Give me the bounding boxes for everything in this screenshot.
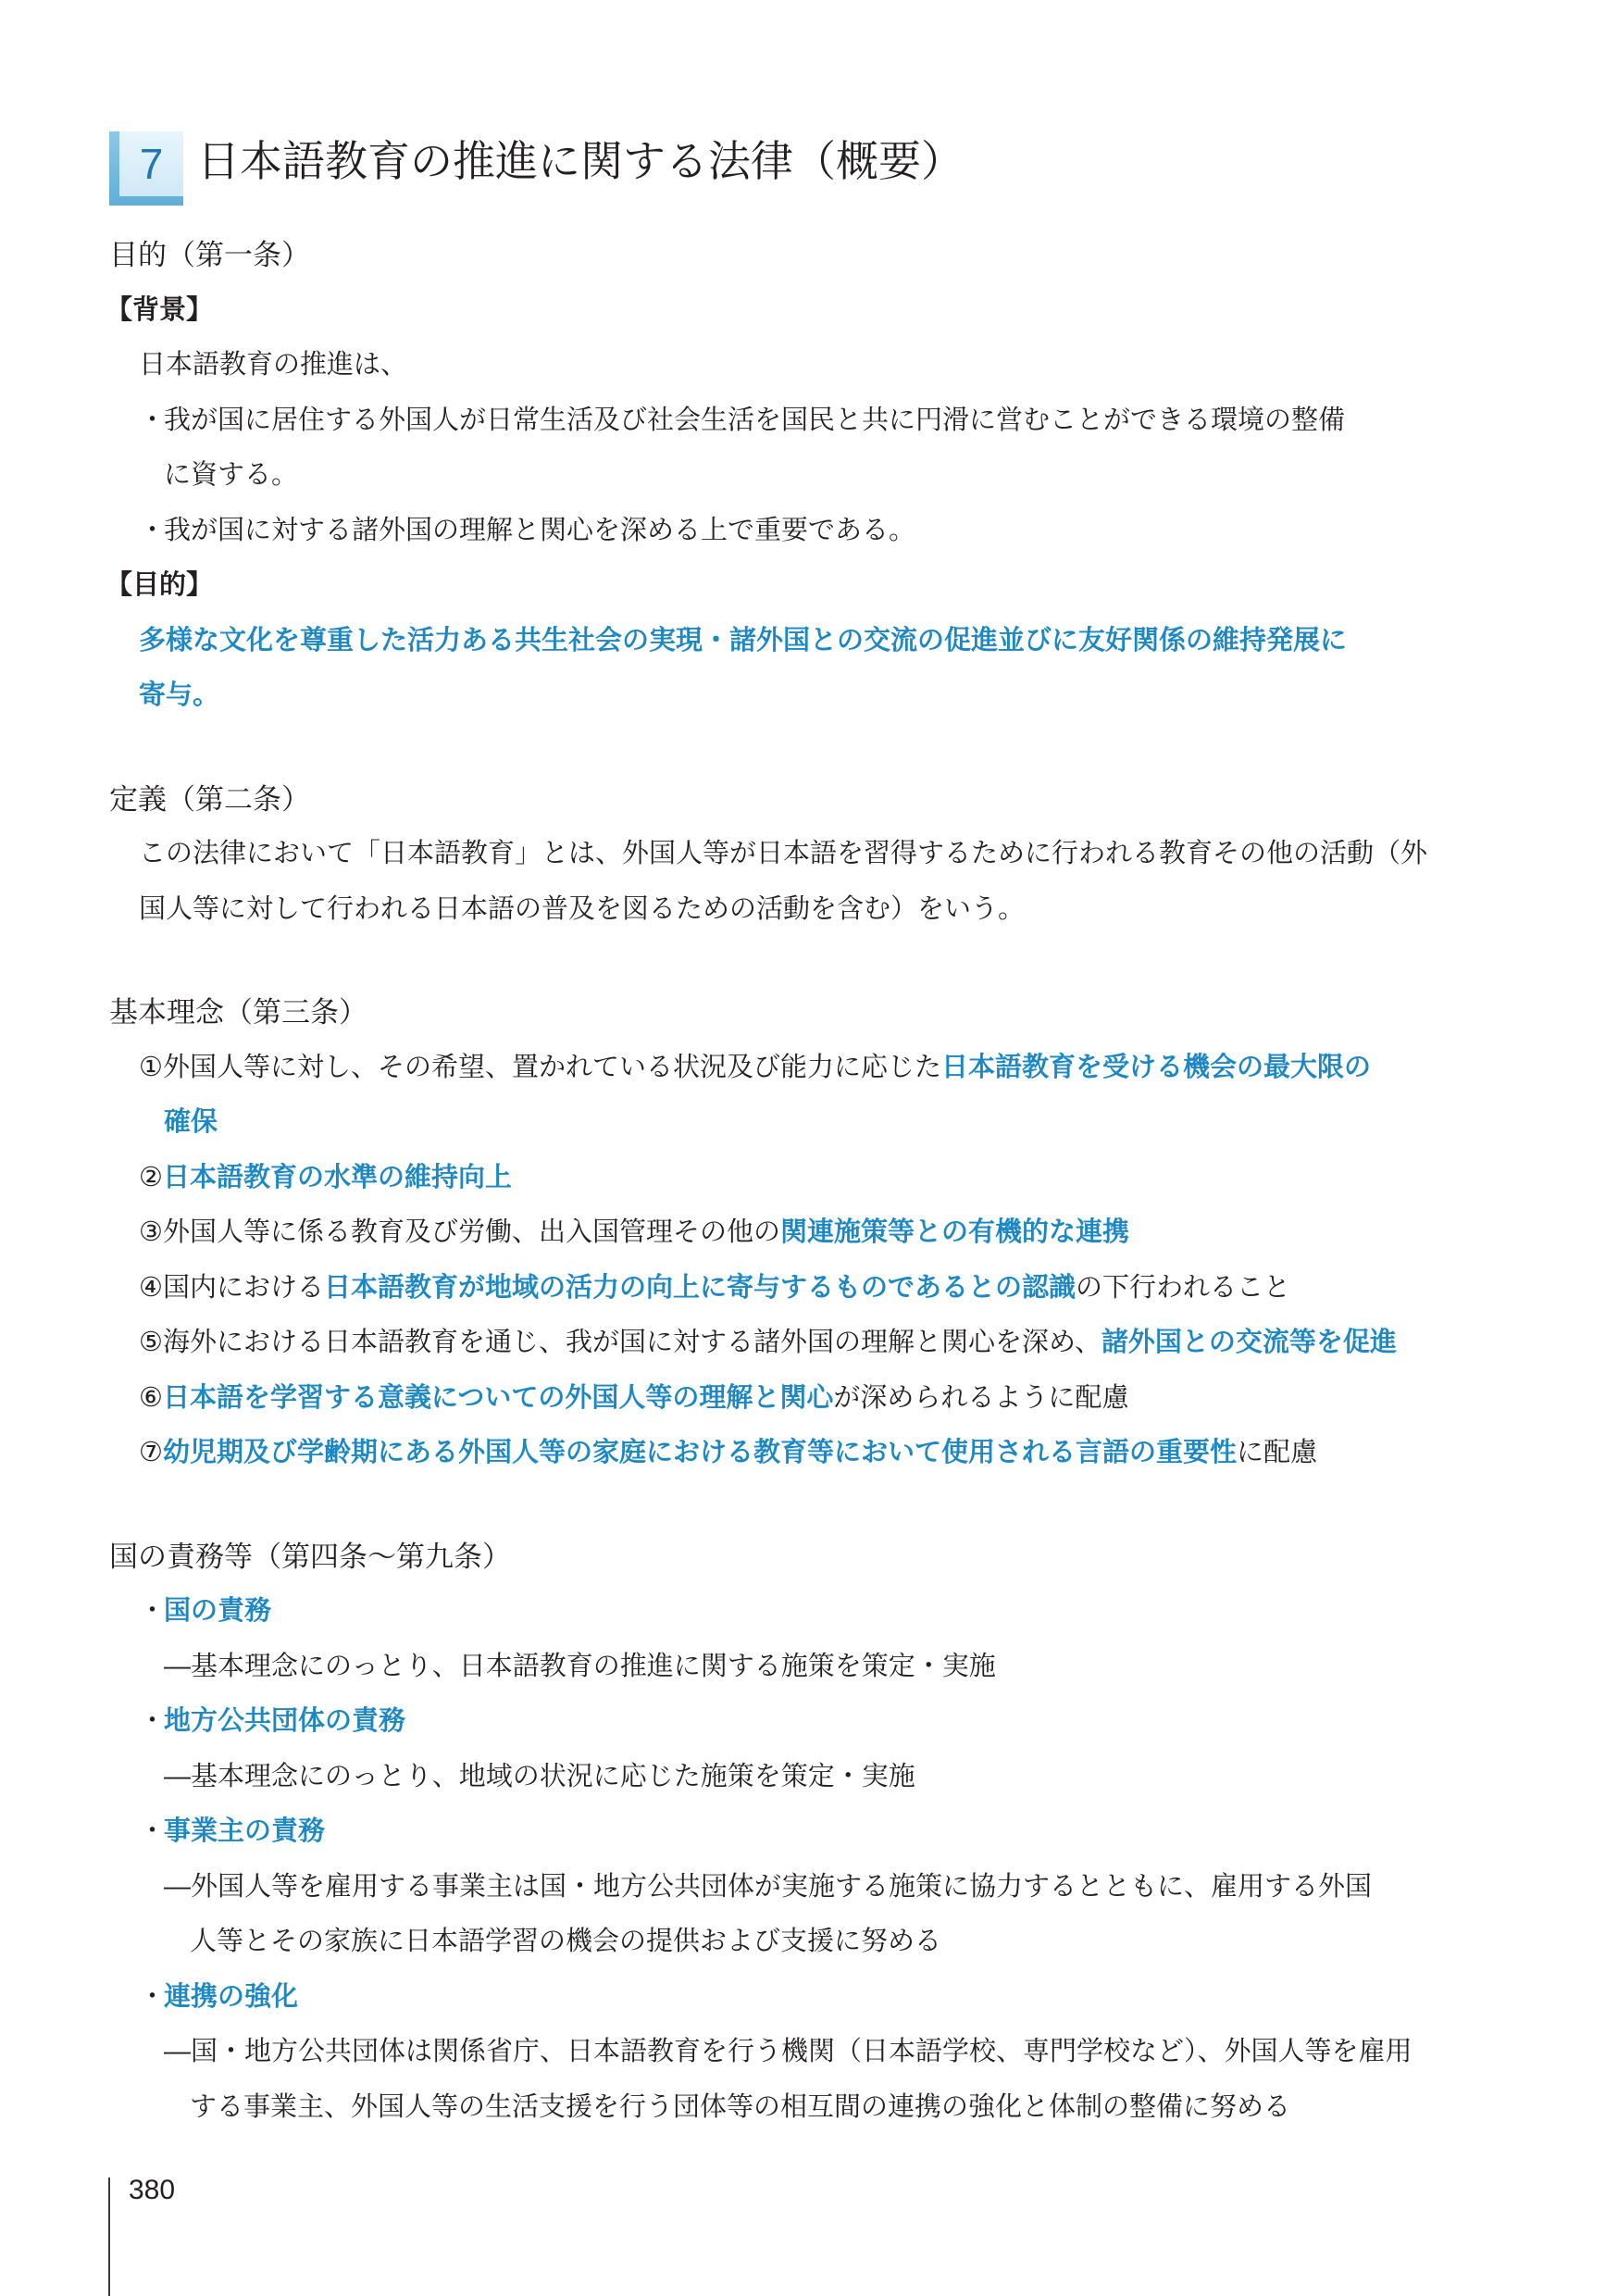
- principle-text: が深められるように配慮: [833, 1382, 1129, 1413]
- principle-emphasis: 諸外国との交流等を促進: [1101, 1328, 1397, 1357]
- responsibility-local-government: [0, 1694, 1618, 1750]
- principle-emphasis: 日本語教育が地域の活力の向上に寄与するものであるとの認識: [324, 1272, 1077, 1303]
- responsibility-description: —基本理念にのっとり、地域の状況に応じた施策を策定・実施: [164, 1761, 915, 1791]
- principle-item-4: [0, 1261, 1618, 1316]
- page-title: 日本語教育の推進に関する法律（概要）: [197, 137, 964, 185]
- principle-item-2: [0, 1151, 1618, 1206]
- principle-emphasis: 日本語教育の水準の維持向上: [163, 1162, 513, 1192]
- bullet-marker: ・: [139, 1596, 167, 1626]
- responsibilities-section: [0, 1529, 1618, 2136]
- definition-section: [0, 772, 1618, 938]
- definition-heading: 定義（第二条）: [109, 782, 310, 816]
- principle-emphasis: 関連施策等との有機的な連携: [780, 1217, 1130, 1247]
- responsibility-national: [0, 1584, 1618, 1640]
- section-number: 7: [139, 140, 164, 188]
- responsibility-title: 連携の強化: [164, 1981, 299, 2012]
- bullet-marker: ・: [139, 405, 167, 435]
- principle-item-1: [0, 1041, 1618, 1096]
- principle-text: に配慮: [1237, 1438, 1318, 1467]
- responsibility-employer: [0, 1804, 1618, 1860]
- section-number-badge-face: [119, 131, 183, 196]
- principle-text: 外国人等に係る教育及び労働、出入国管理その他の: [163, 1217, 781, 1247]
- page-margin-rule: [108, 2177, 110, 2296]
- principle-item-6: [0, 1371, 1618, 1427]
- purpose-section: [0, 228, 1618, 724]
- principle-number: ⑥: [139, 1382, 163, 1413]
- principle-number: ⑦: [139, 1438, 163, 1467]
- responsibility-title: 地方公共団体の責務: [164, 1706, 406, 1736]
- bullet-text: 我が国に居住する外国人が日常生活及び社会生活を国民と共に円滑に営むことができる環境の整備: [164, 405, 1346, 435]
- principle-number: ⑤: [139, 1328, 163, 1357]
- principle-emphasis: 確保: [164, 1107, 218, 1137]
- principle-text: 海外における日本語教育を通じ、我が国に対する諸外国の理解と関心を深め、: [163, 1328, 1101, 1357]
- principle-item-7: [0, 1426, 1618, 1481]
- background-label: 【背景】: [106, 294, 214, 325]
- principle-emphasis: 日本語教育を受ける機会の最大限の: [941, 1052, 1372, 1082]
- principle-item-3: [0, 1205, 1618, 1261]
- bullet-marker: ・: [139, 1706, 167, 1736]
- principle-emphasis: 日本語を学習する意義についての外国人等の理解と関心: [163, 1382, 834, 1413]
- principle-item-1-continuation: [0, 1095, 1618, 1151]
- principle-text: 国内における: [163, 1272, 325, 1303]
- responsibility-description: —外国人等を雇用する事業主は国・地方公共団体が実施する施策に協力するとともに、雇用する外国: [164, 1871, 1373, 1902]
- basic-principles-section: [0, 985, 1618, 1481]
- definition-text-line-1: この法律において「日本語教育」とは、外国人等が日本語を習得するために行われる教育その他の活動（外: [139, 839, 1428, 868]
- principle-text: の下行われること: [1076, 1272, 1291, 1303]
- principle-emphasis: 幼児期及び学齢期にある外国人等の家庭における教育等において使用される言語の重要性: [163, 1438, 1238, 1467]
- background-bullet-1: [0, 393, 1618, 449]
- principle-text: 外国人等に対し、その希望、置かれている状況及び能力に応じた: [163, 1052, 942, 1082]
- principle-number: ②: [139, 1162, 163, 1192]
- background-intro: 日本語教育の推進は、: [139, 350, 408, 380]
- responsibility-title: 国の責務: [164, 1596, 272, 1626]
- objective-label: 【目的】: [106, 570, 214, 600]
- bullet-text: 我が国に対する諸外国の理解と関心を深める上で重要である。: [164, 515, 916, 545]
- principle-item-5: [0, 1316, 1618, 1371]
- purpose-heading: 目的（第一条）: [109, 239, 310, 271]
- bullet-marker: ・: [139, 1981, 167, 2012]
- section-number-badge: [109, 131, 183, 206]
- responsibility-description: —基本理念にのっとり、日本語教育の推進に関する施策を策定・実施: [164, 1651, 996, 1681]
- responsibility-description: —国・地方公共団体は関係省庁、日本語教育を行う機関（日本語学校、専門学校など）、外国人等を雇用: [164, 2037, 1413, 2066]
- responsibility-title: 事業主の責務: [164, 1816, 326, 1846]
- basic-principles-heading: 基本理念（第三条）: [109, 996, 367, 1029]
- bullet-marker: ・: [139, 1816, 167, 1846]
- definition-text-line-2: 国人等に対して行われる日本語の普及を図るための活動を含む）をいう。: [139, 893, 1026, 924]
- responsibility-description-continuation: 人等とその家族に日本語学習の機会の提供および支援に努める: [190, 1927, 942, 1956]
- responsibility-description-continuation: する事業主、外国人等の生活支援を行う団体等の相互間の連携の強化と体制の整備に努める: [190, 2091, 1291, 2122]
- page-number: 380: [129, 2175, 176, 2205]
- objective-text-line-2: 寄与。: [139, 680, 220, 710]
- document-body: [0, 228, 1618, 2135]
- bullet-marker: ・: [139, 515, 167, 545]
- principle-number: ③: [139, 1217, 163, 1247]
- background-bullet-1-continuation: に資する。: [164, 460, 299, 490]
- principle-number: ①: [139, 1052, 163, 1082]
- background-bullet-2: [0, 504, 1618, 559]
- responsibility-cooperation: [0, 1970, 1618, 2026]
- principle-number: ④: [139, 1272, 163, 1303]
- responsibilities-heading: 国の責務等（第四条～第九条）: [109, 1540, 511, 1573]
- objective-text-line-1: 多様な文化を尊重した活力ある共生社会の実現・諸外国との交流の促進並びに友好関係の維持発展に: [139, 625, 1348, 655]
